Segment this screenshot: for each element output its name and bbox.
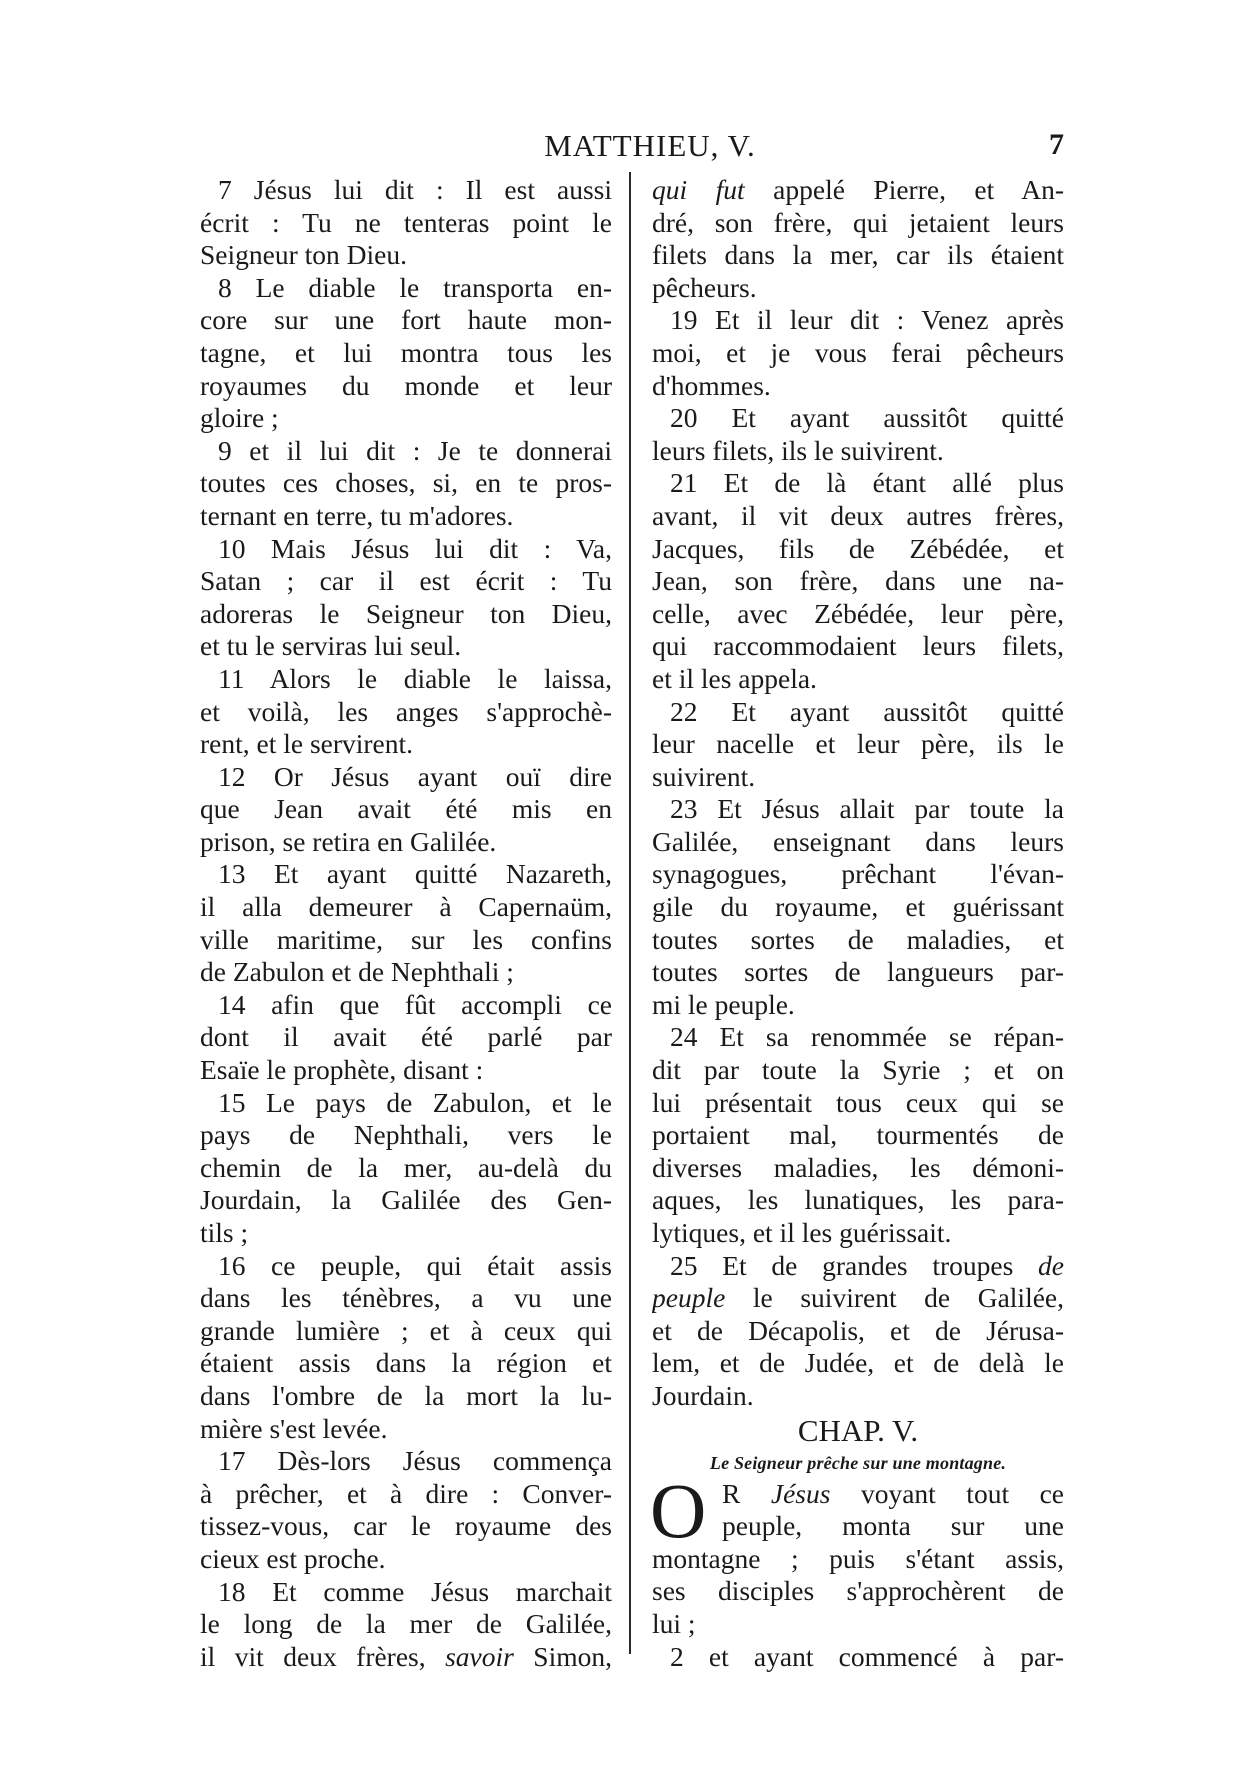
text-line: lui présentait tous ceux qui se: [652, 1086, 1064, 1118]
text-line: ternant en terre, tu m'adores.: [200, 499, 514, 531]
text-line: 22 Et ayant aussitôt quitté: [670, 695, 1064, 727]
text-line: 21 Et de là étant allé plus: [670, 467, 1064, 499]
text-line: 14 afin que fût accompli ce: [218, 988, 612, 1020]
text-line: 8 Le diable le transporta en-: [218, 271, 612, 303]
text-line: mi le peuple.: [652, 988, 795, 1020]
text-line: toutes sortes de maladies, et: [652, 923, 1064, 955]
text-line: de Zabulon et de Nephthali ;: [200, 956, 514, 988]
text-line: avant, il vit deux autres frères,: [652, 499, 1064, 531]
text-line: que Jean avait été mis en: [200, 793, 612, 825]
text-line: lui ;: [652, 1607, 696, 1639]
text-line: 20 Et ayant aussitôt quitté: [670, 402, 1064, 434]
text-segment: 25 Et de grandes troupes: [670, 1249, 1039, 1281]
text-line: Galilée, enseignant dans leurs: [652, 825, 1064, 857]
drop-cap: O: [650, 1466, 707, 1554]
text-line: aques, les lunatiques, les para-: [652, 1184, 1064, 1216]
italic-segment: de: [1038, 1249, 1064, 1281]
text-line: portaient mal, tourmentés de: [652, 1119, 1064, 1151]
text-line: dont il avait été parlé par: [200, 1021, 612, 1053]
text-line: tils ;: [200, 1217, 249, 1248]
right-column: [652, 174, 1064, 1673]
text-line: synagogues, prêchant l'évan-: [652, 858, 1064, 890]
text-line: royaumes du monde et leur: [200, 369, 612, 401]
text-line: ville maritime, sur les confins: [200, 923, 612, 955]
text-line: étaient assis dans la région et: [200, 1347, 612, 1379]
text-line: [200, 1641, 612, 1674]
text-line: [652, 174, 1064, 207]
text-line: 15 Le pays de Zabulon, et le: [218, 1086, 612, 1118]
text-line: filets dans la mer, car ils étaient: [652, 239, 1064, 271]
text-line: 10 Mais Jésus lui dit : Va,: [218, 532, 612, 564]
text-line: pêcheurs.: [652, 271, 757, 303]
text-line: qui raccommodaient leurs filets,: [652, 630, 1064, 662]
text-line: 13 Et ayant quitté Nazareth,: [218, 858, 612, 890]
text-line: prison, se retira en Galilée.: [200, 825, 497, 857]
text-line: toutes ces choses, si, en te pros-: [200, 467, 612, 499]
text-line: grande lumière ; et à ceux qui: [200, 1314, 612, 1346]
text-line: 23 Et Jésus allait par toute la: [670, 793, 1064, 825]
text-line: leurs filets, ils le suivirent.: [652, 434, 944, 466]
chapter-opening: [650, 1466, 1064, 1554]
text-line: ses disciples s'approchèrent de: [652, 1575, 1064, 1607]
text-line: rent, et le servirent.: [200, 728, 414, 760]
text-segment: voyant tout ce: [830, 1477, 1064, 1509]
text-line: [652, 1282, 1064, 1315]
text-line: Jourdain.: [652, 1379, 754, 1411]
text-line: 12 Or Jésus ayant ouï dire: [218, 760, 612, 792]
page-header: [200, 128, 1070, 168]
text-line: lem, et de Judée, et de delà le: [652, 1347, 1064, 1379]
text-line: 7 Jésus lui dit : Il est aussi: [218, 174, 612, 205]
text-line: tagne, et lui montra tous les: [200, 336, 612, 368]
text-line: Seigneur ton Dieu.: [200, 239, 407, 271]
text-line: celle, avec Zébédée, leur père,: [652, 597, 1064, 629]
text-line: gile du royaume, et guérissant: [652, 891, 1064, 923]
text-line: 18 Et comme Jésus marchait: [218, 1575, 612, 1607]
text-line: diverses maladies, les démoni-: [652, 1151, 1064, 1183]
text-line: il alla demeurer à Capernaüm,: [200, 891, 612, 923]
chapter-heading: CHAP. V.: [797, 1412, 919, 1448]
text-line: adoreras le Seigneur ton Dieu,: [200, 597, 612, 629]
text-line: 11 Alors le diable le laissa,: [218, 662, 612, 694]
text-line: d'hommes.: [652, 369, 771, 401]
text-line: Jean, son frère, dans une na-: [652, 565, 1064, 597]
text-line: Jacques, fils de Zébédée, et: [652, 532, 1064, 564]
text-line: pays de Nephthali, vers le: [200, 1119, 612, 1151]
text-line: Jourdain, la Galilée des Gen-: [200, 1184, 612, 1216]
text-line: gloire ;: [200, 402, 279, 434]
page-number: 7: [1049, 128, 1064, 161]
left-column: [200, 174, 612, 1673]
text-line: tissez-vous, car le royaume des: [200, 1510, 612, 1542]
italic-segment: savoir: [445, 1640, 514, 1672]
text-line: moi, et je vous ferai pêcheurs: [652, 336, 1064, 368]
text-line: Esaïe le prophète, disant :: [200, 1054, 484, 1086]
text-line: 2 et ayant commencé à par-: [670, 1640, 1064, 1672]
text-line: [652, 1250, 1064, 1283]
text-line: 16 ce peuple, qui était assis: [218, 1249, 612, 1281]
text-line: lytiques, et il les guérissait.: [652, 1217, 952, 1248]
text-line: toutes sortes de langueurs par-: [652, 956, 1064, 988]
text-line: core sur une fort haute mon-: [200, 304, 612, 336]
text-segment: Simon,: [513, 1640, 612, 1672]
text-segment: appelé Pierre, et An-: [744, 174, 1064, 205]
text-line: dans l'ombre de la mort la lu-: [200, 1379, 612, 1411]
text-line: dit par toute la Syrie ; et on: [652, 1054, 1064, 1086]
column-divider: [629, 172, 631, 1654]
italic-segment: peuple: [652, 1282, 726, 1314]
text-segment: le suivirent de Galilée,: [725, 1282, 1064, 1314]
text-line: chemin de la mer, au-delà du: [200, 1151, 612, 1183]
text-line: écrit : Tu ne tenteras point le: [200, 206, 612, 238]
text-line: 9 et il lui dit : Je te donnerai: [218, 434, 612, 466]
text-line: Satan ; car il est écrit : Tu: [200, 565, 612, 597]
text-line: et de Décapolis, et de Jérusa-: [652, 1314, 1064, 1346]
text-line: montagne ; puis s'étant assis,: [652, 1542, 1064, 1574]
text-line: le long de la mer de Galilée,: [200, 1608, 612, 1640]
chapter-summary: Le Seigneur prêche sur une montagne.: [709, 1452, 1007, 1473]
text-line: mière s'est levée.: [200, 1412, 388, 1444]
text-line: cieux est proche.: [200, 1542, 386, 1574]
text-line: 19 Et il leur dit : Venez après: [670, 304, 1064, 336]
text-line: 17 Dès-lors Jésus commença: [218, 1445, 612, 1477]
text-line: et tu le serviras lui seul.: [200, 630, 462, 662]
italic-segment: Jésus: [770, 1477, 831, 1509]
text-line: et voilà, les anges s'approchè-: [200, 695, 612, 727]
italic-segment: qui fut: [652, 174, 745, 205]
text-line: suivirent.: [652, 760, 756, 792]
text-segment: il vit deux frères,: [200, 1640, 446, 1672]
text-line: à prêcher, et à dire : Conver-: [200, 1477, 612, 1509]
text-line: [652, 1478, 1064, 1511]
text-line: 24 Et sa renommée se répan-: [670, 1021, 1064, 1053]
text-line: dans les ténèbres, a vu une: [200, 1282, 612, 1314]
text-line: et il les appela.: [652, 662, 817, 694]
running-title: MATTHIEU, V.: [544, 128, 756, 163]
text-line: peuple, monta sur une: [722, 1510, 1064, 1542]
text-line: leur nacelle et leur père, ils le: [652, 728, 1064, 760]
text-line: dré, son frère, qui jetaient leurs: [652, 206, 1064, 238]
text-segment: R: [722, 1477, 771, 1509]
